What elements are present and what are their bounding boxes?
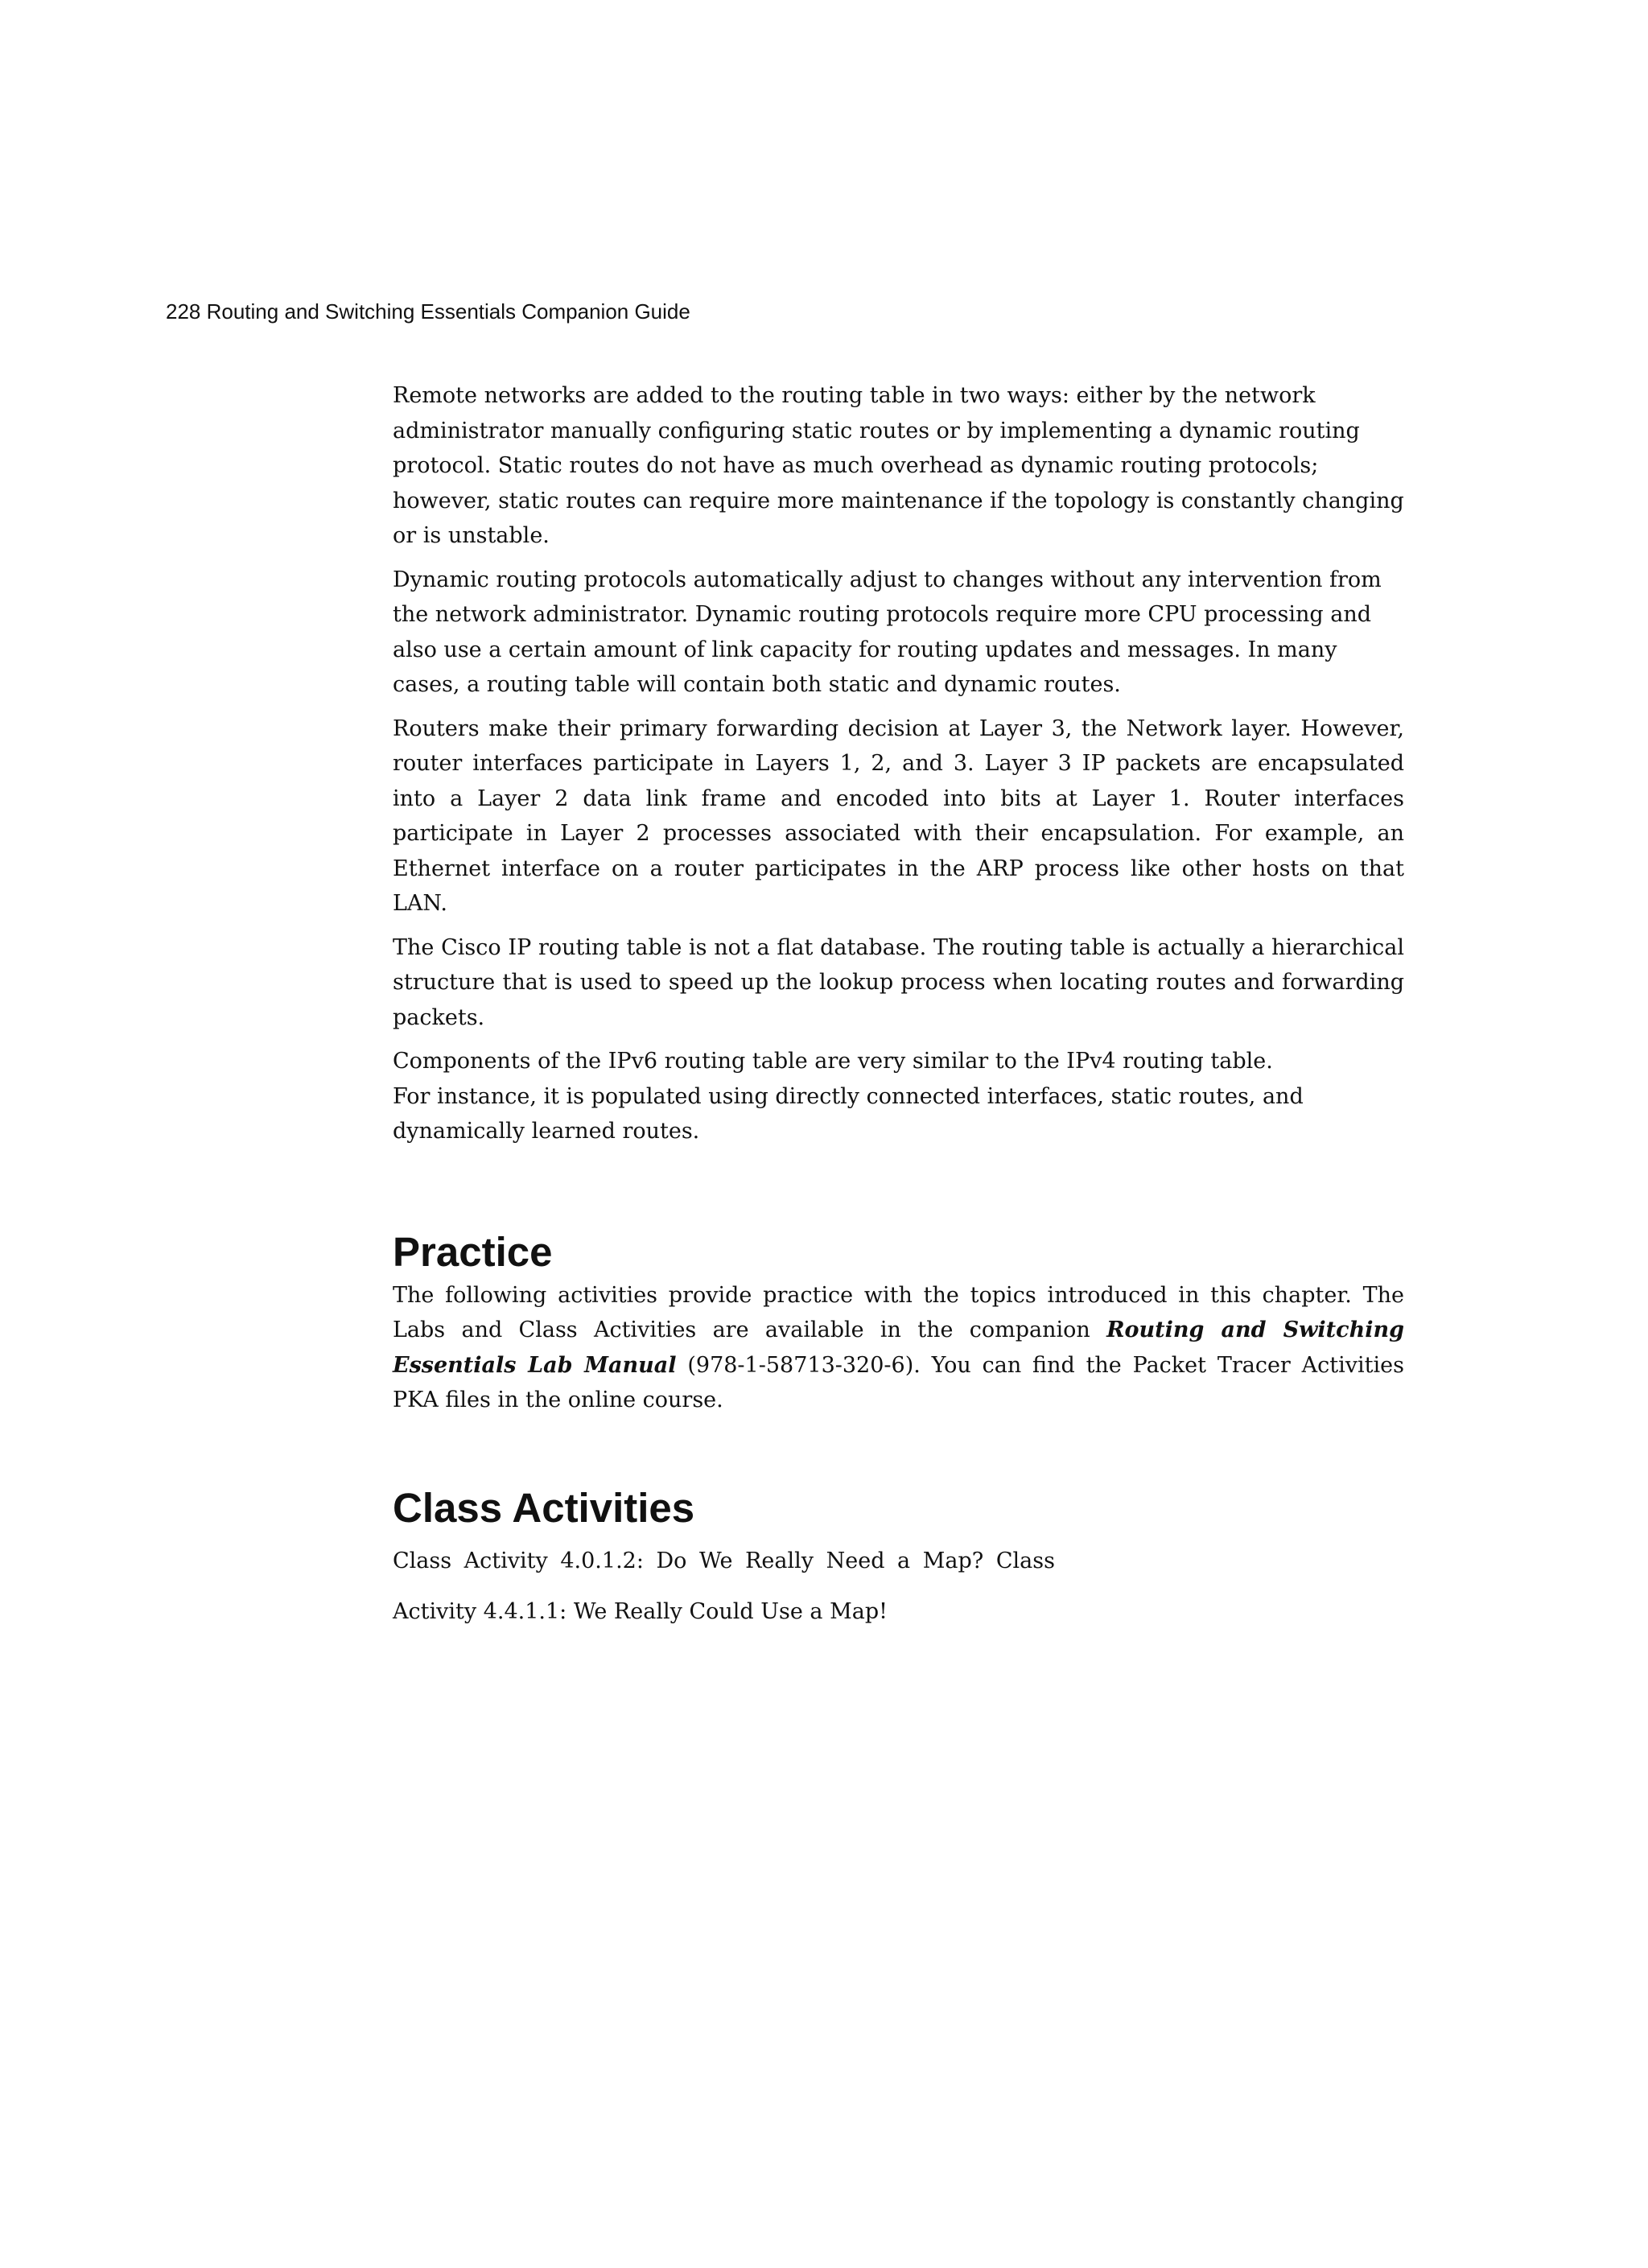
paragraph-ipv6 — [393, 1044, 1404, 1149]
practice-text-after: (978-1-58713-320-6). You can find the Packet Tracer Activities PKA files in the online course. — [393, 1352, 1404, 1412]
class-activity-line-2: Activity 4.4.1.1: We Really Could Use a Map! — [393, 1599, 888, 1624]
class-activities-heading: Class Activities — [393, 1484, 695, 1531]
running-head: 228 Routing and Switching Essentials Companion Guide — [166, 299, 690, 324]
ipv6-line-1: Components of the IPv6 routing table are very similar to the IPv4 routing table. — [393, 1049, 1273, 1074]
class-activity-line-1: Class Activity 4.0.1.2: Do We Really Need a Map? Class — [393, 1548, 1055, 1573]
paragraph-dynamic-protocols: Dynamic routing protocols automatically adjust to changes without any intervention from the network administrator. Dynamic routing protocols require more CPU processing and also use a certain amount of link capacity for routing updates and messages. In many cases, a routing table will contain both static and dynamic routes. — [393, 567, 1382, 697]
lab-manual-title: Routing and Switching Essentials Lab Manual — [393, 1318, 1404, 1378]
paragraph-cisco-routing-table: The Cisco IP routing table is not a flat database. The routing table is actually a hierarchical structure that is used to speed up the lookup process when locating routes and forwarding packets. — [393, 934, 1404, 1030]
paragraph-remote-networks: Remote networks are added to the routing table in two ways: either by the network administrator manually configuring static routes or by implementing a dynamic routing protocol. Static routes do not have as much overhead as dynamic routing protocols; however, static routes can require more maintenance if the topology is constantly changing or is unstable. — [393, 383, 1404, 548]
practice-paragraph — [393, 1278, 1404, 1418]
practice-text-before: The following activities provide practice with the topics introduced in this chapter. The Labs and Class Activities are available in the companion — [393, 1282, 1404, 1342]
ipv6-line-2: For instance, it is populated using directly connected interfaces, static routes, and dynamically learned routes. — [393, 1083, 1304, 1144]
body-column — [393, 378, 1404, 1646]
paragraph-routers-layers: Routers make their primary forwarding decision at Layer 3, the Network layer. However, router interfaces participate in Layers 1, 2, and 3. Layer 3 IP packets are encapsulated into a Layer 2 data link frame and encoded into bits at Layer 1. Router interfaces participate in Layer 2 processes associated with their encapsulation. For example, an Ethernet interface on a router participates in the ARP process like other hosts on that LAN. — [393, 715, 1404, 916]
practice-heading: Practice — [393, 1228, 553, 1275]
